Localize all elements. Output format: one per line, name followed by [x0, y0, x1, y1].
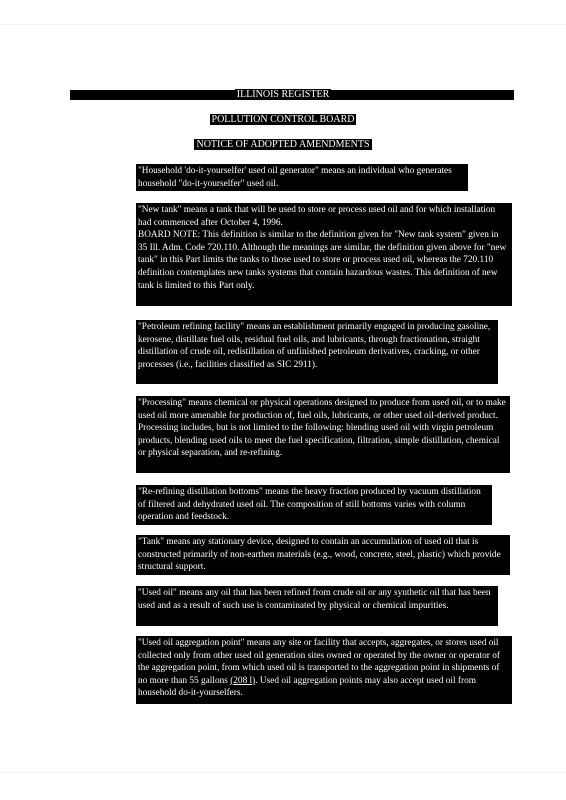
- definition-text: [138, 637, 510, 700]
- board-note-text: BOARD NOTE: This definition is similar to the definition given for "New tank system" given in 35 Ill. Adm. Code 720.110. Although the meanings are similar, the definition given above for "new tank" in this Part limits the tanks to those used to store or process used oil, whereas the 720.110 definition contemplates new tanks systems that contain hazardous wastes. This definition of new tank is limited to this Part only.: [138, 230, 507, 291]
- definition-used-oil: [136, 586, 498, 626]
- definition-new-tank: [136, 203, 512, 306]
- definition-text-part: . Used oil aggregation points may also accept used oil from household do-it-yourselfers.: [138, 675, 476, 699]
- definition-used-oil-aggregation-point: [136, 636, 512, 704]
- underlined-unit-text: (208 l): [230, 675, 256, 686]
- definition-household-generator: [136, 164, 468, 191]
- board-title: [0, 114, 566, 126]
- definition-text: "Re-refining distillation bottoms" means the heavy fraction produced by vacuum distillation of filtered and dehydrated used oil. The composition of still bottoms varies with column operation and feedstock.: [138, 487, 481, 523]
- definition-text: "Used oil" means any oil that has been refined from crude oil or any synthetic oil that has been used and as a result of such use is contaminated by physical or chemical impurities.: [138, 588, 491, 611]
- register-title: [0, 89, 566, 101]
- page-top-edge: [0, 24, 566, 25]
- board-title-text: POLLUTION CONTROL BOARD: [211, 114, 355, 125]
- definition-text: "Processing" means chemical or physical operations designed to produce from used oil, or to make used oil more amenable for production of, fuel oils, lubricants, or other used oil-derived product. Processing includes, but is not limited to the following: blending used oil with virgin petroleum products, blending used oils to meet the fuel specification, filtration, simple distillation, chemical or physical separation, and re-refining.: [138, 398, 506, 459]
- definition-processing: [136, 396, 510, 473]
- register-title-text: ILLINOIS REGISTER: [236, 89, 330, 100]
- definition-text-part: "Used oil aggregation point" means any site or facility that accepts, aggregates, or stores used oil collected only from other used oil generation sites owned or operated by the owner or operator of the aggregation point, from which used oil is transported to the aggregation point in shipments of no more than 55 gallons: [138, 638, 500, 686]
- definition-text: "New tank" means a tank that will be used to store or process used oil and for which installation had commenced after October 4, 1996.: [138, 205, 496, 228]
- definition-text: "Petroleum refining facility" means an establishment primarily engaged in producing gasoline, kerosene, distillate fuel oils, residual fuel oils, and lubricants, through fractionation, straight distillation of crude oil, redistillation of unfinished petroleum derivatives, cracking, or other processes (i.e., facilities classified as SIC 2911).: [138, 322, 491, 370]
- definition-rerefining-distillation-bottoms: [136, 485, 492, 525]
- page-bottom-edge: [0, 772, 566, 773]
- definition-petroleum-refining-facility: [136, 320, 498, 384]
- definition-text: "Household 'do-it-yourselfer' used oil generator" means an individual who generates household "do-it-yourselfer" used oil.: [138, 166, 452, 189]
- notice-title-text: NOTICE OF ADOPTED AMENDMENTS: [196, 139, 370, 150]
- notice-title: [0, 139, 566, 151]
- definition-tank: [136, 535, 510, 575]
- definition-text: "Tank" means any stationary device, designed to contain an accumulation of used oil that is constructed primarily of non-earthen materials (e.g., wood, concrete, steel, plastic) which provide structural support.: [138, 537, 501, 573]
